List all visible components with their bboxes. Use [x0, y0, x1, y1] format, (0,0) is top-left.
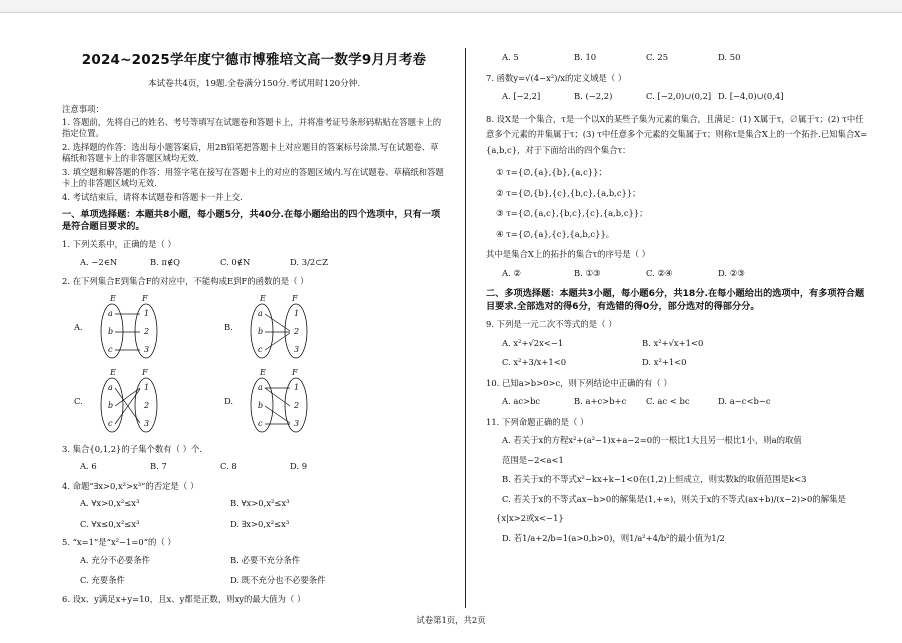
right-column [486, 52, 870, 552]
option: D. 50 [718, 52, 741, 62]
question-8-options [502, 268, 870, 279]
question-1-stem: 1. 下列关系中，正确的是（ ） [62, 239, 176, 250]
option: B. x²+√x+1<0 [642, 337, 704, 348]
question-11-option-b: B. 若关于x的不等式x²−kx+k−1<0在(1,2)上恒成立，则实数k的取值范围是k<3 [502, 474, 807, 485]
option: D. [−4,0)∪(0,4] [718, 91, 784, 101]
element: c [108, 344, 113, 354]
topology-set: ② τ={∅,{b},{c},{b,c},{a,b,c}}； [496, 187, 641, 198]
question-10-stem: 10. 已知a>b>0>c，则下列结论中正确的有（ ） [486, 377, 672, 388]
venn-diagram-d [246, 368, 316, 434]
option: A. ac>bc [502, 396, 541, 407]
option: A. 6 [80, 461, 97, 472]
element: 3 [144, 418, 150, 428]
set-label: F [142, 367, 148, 377]
question-11-stem: 11. 下列命题正确的是（ ） [486, 416, 589, 427]
page-footer: 试卷第1页，共2页 [416, 615, 486, 625]
option-label: D. [224, 395, 234, 406]
question-11-option-a: A. 若关于x的方程x²+(a²−1)x+a−2=0的一根比1大且另一根比1小，则a的取值 [502, 435, 802, 446]
note-item: 4. 考试结束后，请将本试题卷和答题卡一并上交. [62, 192, 243, 203]
option: B. ∀x>0,x²≤x³ [230, 498, 290, 509]
question-6-options [502, 52, 870, 63]
option: D. 既不充分也不必要条件 [230, 575, 326, 586]
option: C. 充要条件 [80, 575, 125, 586]
option-label: C. [74, 395, 83, 406]
question-8-stem: 8. 设X是一个集合，τ是一个以X的某些子集为元素的集合，且满足：(1) X属于τ，∅属于τ；(2) τ中任意多个元素的并集属于τ；(3) τ中任意多个元素的交集属于τ；则称τ是集合X上的一个拓扑.已知集合X={a,b,c}，对于下面给出的四个集合τ： [486, 113, 868, 156]
option: A. 充分不必要条件 [80, 554, 150, 565]
option: D. ∃x>0,x²≤x³ [230, 518, 290, 529]
element: b [108, 326, 114, 336]
venn-option-d [224, 368, 374, 434]
set-label: E [260, 293, 266, 303]
topology-set: ③ τ={∅,{a,c},{b,c},{c},{a,b,c}}； [496, 208, 648, 219]
left-column [62, 52, 446, 611]
option-label: A. [74, 321, 83, 332]
element: a [258, 308, 263, 318]
option: D. 3/2⊂Z [290, 256, 329, 267]
question-1-options [80, 257, 446, 268]
notes-heading: 注意事项： [62, 103, 104, 114]
section-heading-multi-choice: 二、多项选择题：本题共3小题，每小题6分，共18分.在每小题给出的选项中，有多项符合题目要求.全部选对的得6分，有选错的得0分，部分选对的得部分分。 [486, 288, 865, 312]
option: B. ①③ [574, 267, 601, 278]
element: b [258, 326, 264, 336]
option: A. [−2,2] [502, 91, 541, 101]
set-label: E [110, 367, 116, 377]
question-2-diagrams [74, 294, 446, 434]
option: C. 8 [220, 461, 237, 472]
option: A. x²+√2x<−1 [502, 337, 564, 348]
venn-option-c [74, 368, 224, 434]
section-heading-single-choice: 一、单项选择题：本题共8小题，每小题5分，共40分.在每小题给出的四个选项中，只有一项是符合题目要求的。 [62, 208, 441, 233]
element: 1 [144, 382, 150, 392]
question-11-option-c-cont: {x|x>2或x<−1} [496, 513, 564, 524]
option: B. 7 [150, 461, 167, 472]
question-11-option-c: C. 若关于x的不等式ax−b>0的解集是(1,+∞)，则关于x的不等式(ax+b)/(x−2)>0的解集是 [502, 493, 846, 504]
option: C. ②④ [646, 267, 673, 278]
element: c [258, 418, 263, 428]
element: 2 [294, 400, 300, 410]
element: 1 [144, 308, 150, 318]
question-8-prompt: 其中是集合X上的拓扑的集合τ的序号是（ ） [486, 249, 651, 260]
topology-set: ④ τ={∅,{a},{c},{a,b,c}}。 [496, 228, 615, 239]
element: 1 [294, 382, 300, 392]
question-6-stem: 6. 设x、y满足x+y=10，且x、y都是正数，则xy的最大值为（ ） [62, 593, 306, 604]
option: B. 10 [574, 52, 597, 62]
question-11-option-d: D. 若1/a+2/b=1(a>0,b>0)，则1/a²+4/b²的最小值为1/2 [502, 532, 725, 543]
element: 3 [144, 344, 150, 354]
question-4-stem: 4. 命题“∃x>0,x²>x³”的否定是（ ） [62, 480, 199, 491]
question-9-stem: 9. 下列是一元二次不等式的是（ ） [486, 319, 617, 330]
element: 3 [294, 344, 300, 354]
option: C. 0∉N [220, 256, 251, 267]
option-label: B. [224, 321, 233, 332]
note-item: 1. 答题前，先将自己的姓名、考号等填写在试题卷和答题卡上，并将准考证号条形码粘贴在答题卡上的指定位置。 [62, 117, 442, 138]
question-3-options [80, 461, 446, 472]
element: a [258, 382, 263, 392]
option: A. ② [502, 267, 521, 278]
question-5-options [80, 555, 446, 586]
option: B. a+c>b+c [574, 396, 627, 407]
option: D. ②③ [718, 267, 745, 278]
set-label: F [292, 367, 298, 377]
question-10-options [502, 396, 870, 407]
option: C. 25 [646, 52, 669, 62]
exam-info: 本试卷共4页，19题.全卷满分150分.考试用时120分钟. [147, 78, 361, 89]
element: a [108, 382, 113, 392]
option: B. 必要不充分条件 [230, 554, 301, 565]
question-3-stem: 3. 集合{0,1,2}的子集个数有（ ）个. [62, 443, 203, 454]
question-5-stem: 5. “x=1”是“x²−1=0”的（ ） [62, 537, 176, 548]
element: 1 [294, 308, 300, 318]
venn-option-a [74, 294, 224, 360]
note-item: 3. 填空题和解答题的作答：用签字笔在接写在答题卡上的对应的答题区域内.写在试题卷、草稿纸和答题卡上的非答题区域均无效. [62, 167, 444, 188]
element: 2 [144, 400, 150, 410]
option: C. [−2,0)∪(0,2] [646, 91, 712, 101]
viewer-top-edge [0, 0, 902, 13]
option: C. ac < bc [646, 396, 690, 407]
note-item: 2. 选择题的作答：选出每小题答案后，用2B铅笔把答题卡上对应题目的答案标号涂黑.写在试题卷、草稿纸和答题卡上的非答题区域均无效. [62, 142, 439, 163]
element: c [108, 418, 113, 428]
option: B. (−2,2) [574, 91, 613, 101]
set-label: E [110, 293, 116, 303]
question-7-stem: 7. 函数y=√(4−x²)/x的定义域是（ ） [486, 72, 627, 83]
venn-diagram-a [96, 294, 166, 360]
option: D. a−c<b−c [718, 396, 771, 407]
question-4-options [80, 498, 446, 529]
option: A. 5 [502, 52, 519, 62]
option: C. x²+3/x+1<0 [502, 357, 567, 368]
set-label: F [292, 293, 298, 303]
question-7-options [502, 91, 870, 102]
element: a [108, 308, 113, 318]
topology-set: ① τ={∅,{a},{b},{a,c}}； [496, 167, 607, 178]
element: 2 [144, 326, 150, 336]
column-divider [465, 48, 466, 608]
question-9-options [502, 338, 870, 368]
page-title: 2024~2025学年度宁德市博雅培文高一数学9月月考卷 [81, 52, 427, 68]
element: b [108, 400, 114, 410]
venn-diagram-c [96, 368, 166, 434]
set-label: F [142, 293, 148, 303]
option: D. 9 [290, 461, 308, 472]
option: A. ∀x>0,x²≤x³ [80, 498, 140, 509]
element: 2 [294, 326, 300, 336]
question-2-stem: 2. 在下列集合E到集合F的对应中，不能构成E到F的函数的是（ ） [62, 276, 309, 287]
element: c [258, 344, 263, 354]
set-label: E [260, 367, 266, 377]
venn-option-b [224, 294, 374, 360]
question-11-option-a-cont: 范围是−2<a<1 [502, 454, 564, 465]
venn-diagram-b [246, 294, 316, 360]
option: A. −2∈N [80, 256, 118, 267]
element: b [258, 400, 264, 410]
option: B. π∉Q [150, 256, 181, 267]
option: D. x²+1<0 [642, 357, 687, 368]
option: C. ∀x≤0,x²≤x³ [80, 518, 140, 529]
element: 3 [294, 418, 300, 428]
